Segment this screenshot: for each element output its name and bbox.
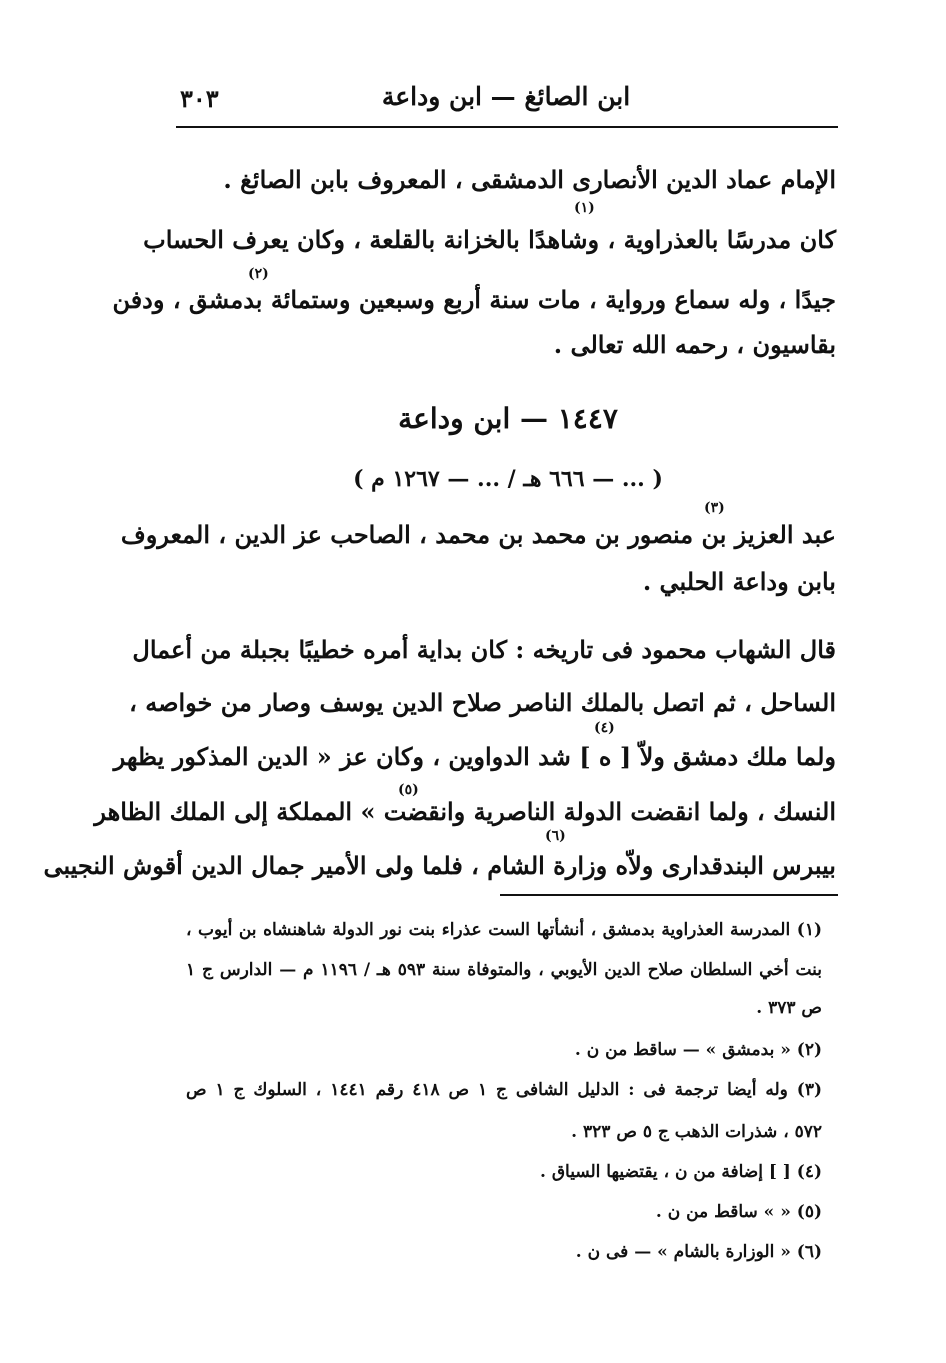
footnote-6: (٦) « الوزارة بالشام » — فى ن .: [575, 1242, 822, 1262]
footnote-2: (٢) « بدمشق » — ساقط من ن .: [574, 1040, 822, 1060]
footnote-5: (٥) « » ساقط من ن .: [655, 1202, 822, 1222]
header-rule: [176, 126, 838, 128]
note-ref-2: (٢): [248, 266, 269, 282]
entry-title: ١٤٤٧ — ابن وداعة: [398, 402, 618, 435]
previous-entry-line-1: الإمام عماد الدين الأنصارى الدمشقى ، المعروف بابن الصائغ .: [223, 165, 836, 194]
note-ref-4: (٤): [594, 720, 615, 736]
footnote-3-line-1: (٣) وله أيضا ترجمة فى : الدليل الشافى ج ١ ص ٤١٨ رقم ١٤٤١ ، السلوك ج ١ ص: [186, 1080, 823, 1100]
page-number: ٣٠٣: [180, 84, 219, 113]
footnote-1-line-2: بنت أخي السلطان صلاح الدين الأيوبي ، والمتوفاة سنة ٥٩٣ هـ / ١١٩٦ م — الدارس ج ١: [186, 960, 822, 980]
entry-body-line-2: الساحل ، ثم اتصل بالملك الناصر صلاح الدين يوسف وصار من خواصه ،: [129, 688, 836, 717]
entry-body-line-5: بيبرس البندقدارى ولاّه وزارة الشام ، فلما ولى الأمير جمال الدين أقوش النجيبى: [43, 851, 836, 880]
entry-body-line-4: النسك ، ولما انقضت الدولة الناصرية وانقضت » المملكة إلى الملك الظاهر: [94, 797, 836, 826]
entry-body-line-1: قال الشهاب محمود فى تاريخه : كان بداية أمره خطيبًا بجبلة من أعمال: [132, 635, 836, 664]
previous-entry-line-3: جيدًا ، وله سماع ورواية ، مات سنة أربع وسبعين وستمائة بدمشق ، ودفن: [112, 285, 836, 314]
entry-name-line-1: عبد العزيز بن منصور بن محمد بن محمد ، الصاحب عز الدين ، المعروف: [120, 520, 836, 549]
note-ref-5: (٥): [398, 782, 419, 798]
footnote-1-line-1: (١) المدرسة العذراوية بدمشق ، أنشأتها الست عذراء بنت نور الدولة شاهنشاه بن أيوب ،: [186, 920, 822, 940]
entry-name-line-2: بابن وداعة الحلبي .: [642, 567, 836, 596]
footnote-4: (٤) [ ] إضافة من ن ، يقتضيها السياق .: [539, 1162, 822, 1182]
footnote-1-line-3: ص ٣٧٣ .: [756, 998, 822, 1018]
note-ref-3: (٣): [704, 500, 725, 516]
footnote-3-line-2: ٥٧٢ ، شذرات الذهب ج ٥ ص ٣٢٣ .: [571, 1122, 822, 1142]
note-ref-1: (١): [574, 200, 595, 216]
note-ref-6: (٦): [545, 828, 566, 844]
previous-entry-line-2: كان مدرسًا بالعذراوية ، وشاهدًا بالخزانة بالقلعة ، وكان يعرف الحساب: [143, 225, 836, 254]
entry-dates: ( ... — ٦٦٦ هـ / ... — ١٢٦٧ م ): [353, 466, 663, 492]
footnote-rule: [500, 894, 838, 896]
page-header: [176, 78, 836, 118]
running-title: ابن الصائغ — ابن وداعة: [381, 82, 631, 111]
previous-entry-line-4: بقاسيون ، رحمه الله تعالى .: [553, 330, 836, 359]
entry-body-line-3: ولما ملك دمشق ولاّ [ ه ] شد الدواوين ، وكان عز « الدين المذكور يظهر: [113, 742, 836, 771]
